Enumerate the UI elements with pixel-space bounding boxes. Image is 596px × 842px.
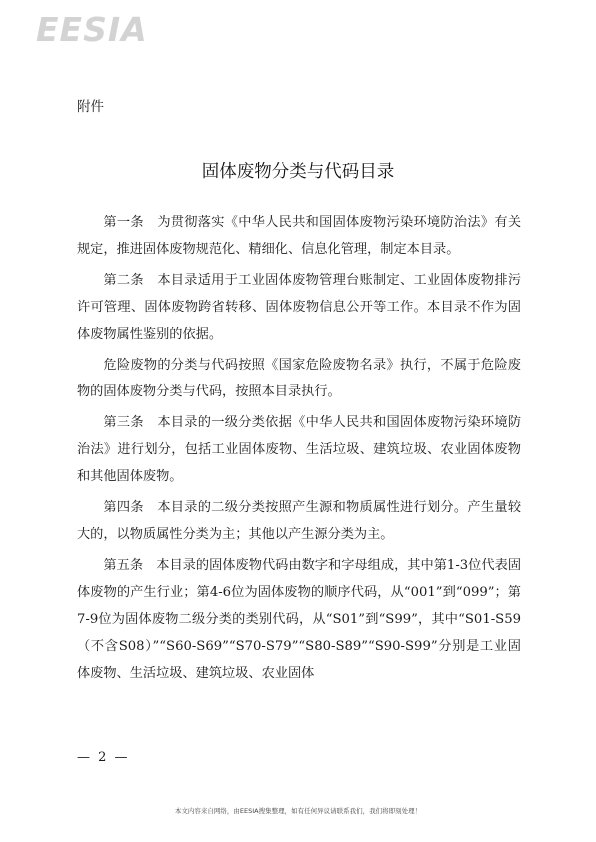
footer-note: 本文内容来自网络，由EESIA搜集整理，如有任何异议请联系我们，我们将即刻处理！ <box>174 807 422 815</box>
attachment-label: 附件 <box>77 99 104 115</box>
document-body <box>77 210 521 691</box>
article-label: 第五条 <box>103 557 144 573</box>
article-2 <box>77 268 521 349</box>
article-text: 本目录的二级分类按照产生源和物质属性进行划分。产生量较大的，以物质属性分类为主；其他以产生源分类为主。 <box>77 500 522 542</box>
eesia-logo: EESIA <box>36 10 148 49</box>
article-text: 为贯彻落实《中华人民共和国固体废物污染环境防治法》有关规定，推进固体废物规范化、精细化、信息化管理，制定本目录。 <box>77 215 522 257</box>
article-label: 第四条 <box>103 500 144 516</box>
article-text: 危险废物的分类与代码按照《国家危险废物名录》执行，不属于危险废物的固体废物分类与代码，按照本目录执行。 <box>77 357 521 400</box>
article-1 <box>77 210 521 264</box>
article-label: 第三条 <box>103 415 144 431</box>
article-5 <box>77 553 521 688</box>
article-text: 本目录适用于工业固体废物管理台账制定、工业固体废物排污许可管理、固体废物跨省转移、固体废物信息公开等工作。本目录不作为固体废物属性鉴别的依据。 <box>77 272 522 342</box>
article-text: 本目录的固体废物代码由数字和字母组成，其中第1-3位代表固体废物的产生行业；第4-6位为固体废物的顺序代码，从“001”到“099”；第7-9位为固体废物二级分类的类别代码，从“S01”到“S99”，其中“S01-S59（不含S08）”“S60-S69”“S70-S79”“S80-S89”“S90-S99”分别是工业固体废物、生活垃圾、建筑垃圾、农业固体 <box>77 557 522 681</box>
article-label: 第一条 <box>103 215 144 230</box>
page-number: — 2 — <box>77 750 130 765</box>
article-3 <box>77 410 521 491</box>
document-title: 固体废物分类与代码目录 <box>201 162 395 182</box>
paragraph-hazardous-waste <box>77 353 521 407</box>
article-4 <box>77 495 521 549</box>
article-text: 本目录的一级分类依据《中华人民共和国固体废物污染环境防治法》进行划分，包括工业固体废物、生活垃圾、建筑垃圾、农业固体废物和其他固体废物。 <box>77 415 522 485</box>
article-label: 第二条 <box>103 272 144 288</box>
